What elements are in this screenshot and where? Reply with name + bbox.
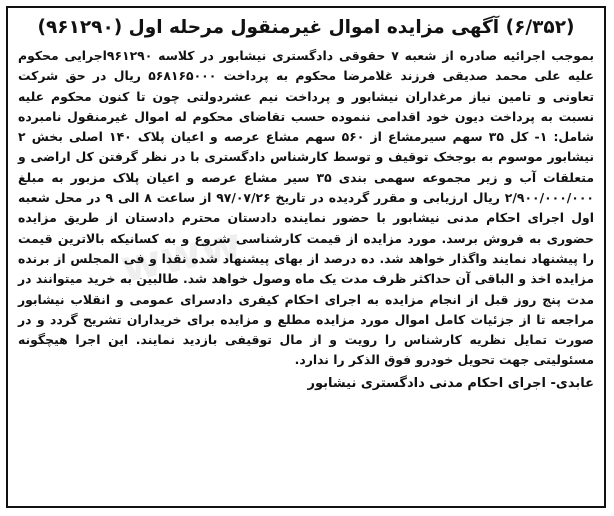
notice-body: بموجب اجرائیه صادره از شعبه ۷ حقوقی دادگستری نیشابور در کلاسه ۹۶۱۲۹۰اجرایی محکوم علیه علی محمد صدیقی فرزند غلامرضا محکوم به پرداخت ۵۶۸۱۶۵۰۰۰ ریال در حق شرکت تعاونی و تامین نیاز مرغداران نیشابور و پرداخت نیم عشردولتی چون تا کنون محکوم علیه نسبت به پرداخت دیون خود اقدامی ننموده حسب تقاضای محکوم له اموال غیرمنقول نامبرده شامل: ۱- کل ۳۵ سهم سیرمشاع از ۵۶۰ سهم مشاع عرصه و اعیان پلاک ۱۴۰ اصلی بخش ۲ نیشابور موسوم به بوجخک توقیف و توسط کارشناس دادگستری با در نظر گرفتن کل اراضی و متعلقات آب و زیر مجموعه سهمی بندی ۳۵ سیر مشاع عرصه و اعیان پلاک مزبور به مبلغ ۲/۹۰۰/۰۰۰/۰۰۰ ریال ارزیابی و مقرر گردیده در تاریخ ۹۷/۰۷/۲۶ از ساعت ۸ الی ۹ در محل شعبه اول اجرای احکام مدنی نیشابور با حضور نماینده دادستان محترم دادستان از طریق مزایده حضوری به فروش برسد. مورد مزایده از قیمت کارشناسی شروع و به کسانیکه بالاترین قیمت را پیشنهاد نمایند واگذار خواهد شد. ده درصد از بهای پیشنهاد شده نقدا و فی المجلس از برنده مزایده اخذ و الباقی آن حداکثر ظرف مدت یک ماه وصول خواهد شد. طالبین به خرید میتوانند در مدت پنج روز قبل از انجام مزایده به اجرای احکام کیفری دادسرای عمومی و انقلاب نیشابور مراجعه تا از جزئیات کامل اموال مورد مزایده مطلع و مزایده برای خریداران تشریح گردد و در صورت تمایل نظریه کارشناس را رویت و از مال توقیفی بازدید نمایند. این اجرا هیچگونه مسئولیتی جهت تحویل خودرو فوق الذکر را ندارد. [18,48,595,368]
notice-signature: عابدی- اجرای احکام مدنی دادگستری نیشابور [307,375,594,391]
auction-notice [6,6,606,508]
notice-title: (۶/۳۵۲) آگهی مزایده اموال غیرمنقول مرحله اول (۹۶۱۲۹۰) [37,17,575,38]
